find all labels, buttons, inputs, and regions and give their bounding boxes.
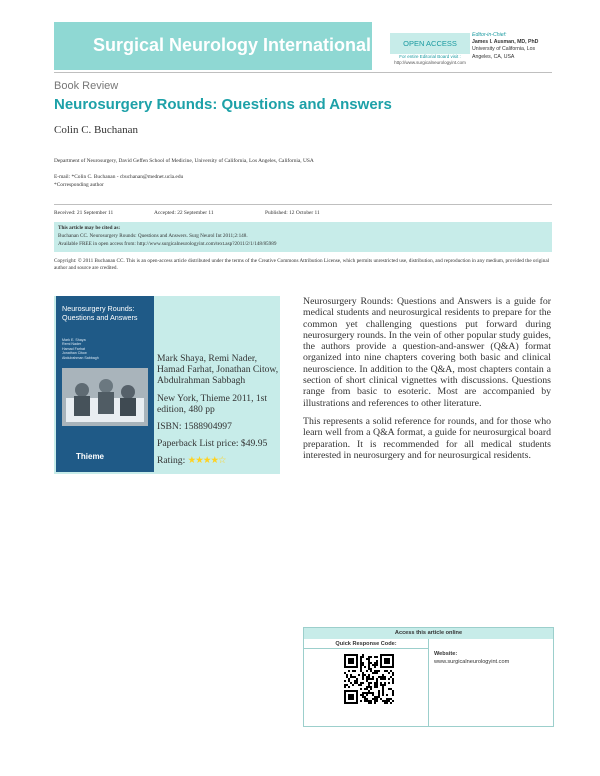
review-body <box>303 296 551 468</box>
access-online-box <box>303 627 554 727</box>
editorial-board-note: For entire Editorial Board visit : <box>399 54 461 59</box>
corresponding-note: *Corresponding author <box>54 181 104 188</box>
access-column-divider <box>428 639 429 726</box>
cover-title: Neurosurgery Rounds: Questions and Answers <box>62 304 138 322</box>
qr-divider <box>304 648 428 649</box>
email-block <box>54 174 554 189</box>
open-access-badge: OPEN ACCESS <box>390 33 470 54</box>
journal-url[interactable]: http://www.surgicalneurologyint.com <box>394 60 466 65</box>
published-date: Published: 12 October 11 <box>265 210 320 216</box>
book-authors: Mark Shaya, Remi Nader, Hamad Farhat, Jonathan Citow, Abdulrahman Sabbagh <box>157 353 279 387</box>
qr-label: Quick Response Code: <box>335 641 397 647</box>
book-price: Paperback List price: $49.95 <box>157 438 268 450</box>
citation-box <box>54 222 552 252</box>
cite-link[interactable]: Available FREE in open access from: http://www.surgicalneurologyint.com/text.asp?2011/2/1/148/85989 <box>58 241 277 247</box>
article-title: Neurosurgery Rounds: Questions and Answers <box>54 96 392 113</box>
cover-authors: Mark E. Shaya Remi Nader Hamad Farhat Jonathan Citow Abdulrahman Sabbagh <box>62 338 99 360</box>
book-publication: New York, Thieme 2011, 1st edition, 480 pp <box>157 392 268 415</box>
editor-in-chief <box>472 32 552 61</box>
access-heading: Access this article online <box>304 628 553 639</box>
header-divider <box>54 72 552 73</box>
copyright-notice: Copyright: © 2011 Buchanan CC. This is an open-access article distributed under the terms of the Creative Commons Attribution License, which permits unrestricted use, distribution, and reproduction in any medium, provided the original author and source are credited. <box>54 258 550 271</box>
dates-divider <box>54 204 552 205</box>
website-url[interactable]: www.surgicalneurologyint.com <box>434 659 510 665</box>
section-label: Book Review <box>54 80 119 92</box>
cite-text: Buchanan CC. Neurosurgery Rounds: Questions and Answers. Surg Neurol Int 2011;2:148. <box>58 233 248 239</box>
cover-publisher: Thieme <box>76 452 105 461</box>
book-cover-image <box>56 296 154 472</box>
book-details <box>157 353 279 473</box>
editor-label: Editor-in-Chief: <box>472 32 507 38</box>
cover-photo-illustration <box>62 368 148 426</box>
editor-affiliation-1: University of California, Los <box>472 46 536 53</box>
accepted-date: Accepted: 22 September 11 <box>154 210 214 216</box>
book-isbn: ISBN: 1588904997 <box>157 421 232 433</box>
cite-heading: This article may be cited as: <box>58 225 121 231</box>
open-access-note <box>388 54 472 66</box>
website-label: Website: <box>434 651 458 657</box>
email[interactable]: E-mail: *Colin C. Buchanan - cbuchanan@mednet.ucla.edu <box>54 174 184 180</box>
editor-name: James I. Ausman, MD, PhD <box>472 39 539 46</box>
received-date: Received: 21 September 11 <box>54 210 114 216</box>
author-name: Colin C. Buchanan <box>54 124 139 136</box>
rating-stars-icon: ★★★★☆ <box>187 455 226 467</box>
review-paragraph-1: Neurosurgery Rounds: Questions and Answers is a guide for medical students and neurosurgical residents to prepare for the common yet challenging questions put forward during neurosurgery rounds. In the vein of other popular study guides, the authors provide a question-and-answer (Q&A) format organized into nine chapters covering both basic and clinical neuroscience. In addition to the Q&A, most chapters contain a section of short clinical vignettes with discussions. Questions range from basic to esoteric. Most are accompanied by illustrations and references to other literature. <box>303 296 551 409</box>
affiliation: Department of Neurosurgery, David Geffen School of Medicine, University of California, Los Angeles, California, USA <box>54 158 314 164</box>
editor-affiliation-2: Angeles, CA, USA <box>472 53 515 60</box>
cover-photo <box>62 368 148 426</box>
book-rating <box>157 455 279 466</box>
journal-title: Surgical Neurology International <box>93 35 372 55</box>
review-paragraph-2: This represents a solid reference for rounds, and for those who learn well from a Q&A format, a guide for neurosurgical board preparation. It is recommended for all medical students interested in neurosurgery and for neurosurgical residents. <box>303 415 551 461</box>
qr-code-icon[interactable] <box>344 654 394 704</box>
rating-label: Rating: <box>157 455 186 467</box>
